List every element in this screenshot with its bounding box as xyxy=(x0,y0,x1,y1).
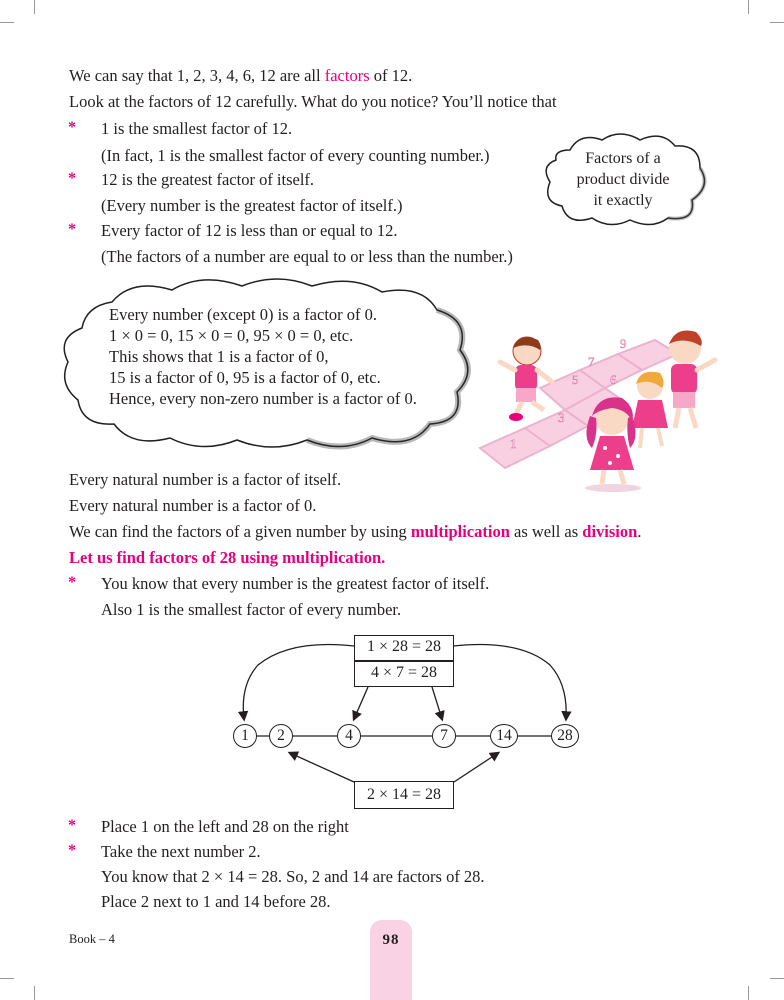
factor-node: 7 xyxy=(432,724,456,748)
factors-term: factors xyxy=(324,66,370,85)
equation-box: 1 × 28 = 28 xyxy=(354,635,454,661)
bullet-main: You know that every number is the greatest factor of itself. xyxy=(101,574,490,593)
multiplication-term: multiplication xyxy=(410,522,510,541)
crop-mark xyxy=(34,0,35,14)
equation-box: 4 × 7 = 28 xyxy=(354,661,454,687)
arrow-to-14 xyxy=(454,753,498,782)
factor-node: 14 xyxy=(490,724,518,748)
intro-line-2: Look at the factors of 12 carefully. What do you notice? You’ll notice that xyxy=(69,92,557,111)
bullet-main: Place 1 on the left and 28 on the right xyxy=(101,817,349,836)
factor-node: 28 xyxy=(551,724,579,748)
bullet-main: Every factor of 12 is less than or equal to 12. xyxy=(101,221,398,240)
page-number-tab xyxy=(370,920,412,1000)
bullet-sub: Place 2 next to 1 and 14 before 28. xyxy=(101,892,331,911)
division-term: division xyxy=(582,522,638,541)
crop-mark xyxy=(34,986,35,1000)
bullet-main: 1 is the smallest factor of 12. xyxy=(101,119,293,138)
bullet-star-icon: * xyxy=(68,221,76,238)
girl-middle-figure xyxy=(632,372,668,448)
thought-bubble-text: Factors of a product divide it exactly xyxy=(576,150,670,209)
bullet-star-icon: * xyxy=(68,817,76,834)
crop-mark xyxy=(748,0,749,14)
cloud-text: Every number (except 0) is a factor of 0. 1 × 0 = 0, 15 × 0 = 0, 95 × 0 = 0, etc. This shows that 1 is a factor of 0, 15 is a factor of 0, 95 is a factor of 0, etc. Hence, every non-zero number is a factor of 0. xyxy=(109,305,417,408)
crop-mark xyxy=(748,986,749,1000)
factor-node: 1 xyxy=(233,724,257,748)
hopscotch-number: 5 xyxy=(572,372,579,387)
intro-line-1: We can say that 1, 2, 3, 4, 6, 12 are all factors of 12. xyxy=(69,66,413,85)
statement-zero: Every natural number is a factor of 0. xyxy=(69,496,317,515)
boy-right-figure xyxy=(669,331,715,429)
bullet-star-icon: * xyxy=(68,119,76,136)
bullet-star-icon: * xyxy=(68,842,76,859)
arrow-to-2 xyxy=(290,753,354,782)
arrow-to-28 xyxy=(453,645,566,719)
factor-node: 2 xyxy=(269,724,293,748)
arrow-to-1 xyxy=(243,645,354,719)
bullet-sub: (The factors of a number are equal to or less than the number.) xyxy=(101,247,513,266)
crop-mark xyxy=(0,22,14,23)
crop-mark xyxy=(770,22,784,23)
bullet-sub: You know that 2 × 14 = 28. So, 2 and 14 are factors of 28. xyxy=(101,867,485,886)
bullet-star-icon: * xyxy=(68,574,76,591)
hopscotch-number: 7 xyxy=(588,354,595,369)
section-heading: Let us find factors of 28 using multiplication. xyxy=(69,548,386,567)
boy-left-figure xyxy=(500,337,552,421)
hopscotch-number: 9 xyxy=(620,336,627,351)
statement-itself: Every natural number is a factor of itself. xyxy=(69,470,342,489)
hopscotch-number: 3 xyxy=(558,410,565,425)
statement-methods: We can find the factors of a given number by using multiplication as well as division. xyxy=(69,522,642,541)
hopscotch-number: 6 xyxy=(610,372,617,387)
factor-node: 4 xyxy=(337,724,361,748)
crop-mark xyxy=(0,978,14,979)
bullet-sub: (Every number is the greatest factor of itself.) xyxy=(101,196,403,215)
hopscotch-number: 1 xyxy=(510,436,517,451)
bullet-sub: (In fact, 1 is the smallest factor of every counting number.) xyxy=(101,146,490,165)
bullet-main: 12 is the greatest factor of itself. xyxy=(101,170,315,189)
kids-hopscotch-illustration xyxy=(470,318,720,493)
arrow-to-4 xyxy=(354,687,368,719)
crop-mark xyxy=(770,978,784,979)
bullet-main: Take the next number 2. xyxy=(101,842,261,861)
bullet-star-icon: * xyxy=(68,170,76,187)
arrow-to-7 xyxy=(432,687,442,719)
bullet-sub: Also 1 is the smallest factor of every number. xyxy=(101,600,402,619)
page-number: 98 xyxy=(382,932,400,948)
book-label: Book – 4 xyxy=(69,932,115,946)
equation-box: 2 × 14 = 28 xyxy=(354,781,454,809)
